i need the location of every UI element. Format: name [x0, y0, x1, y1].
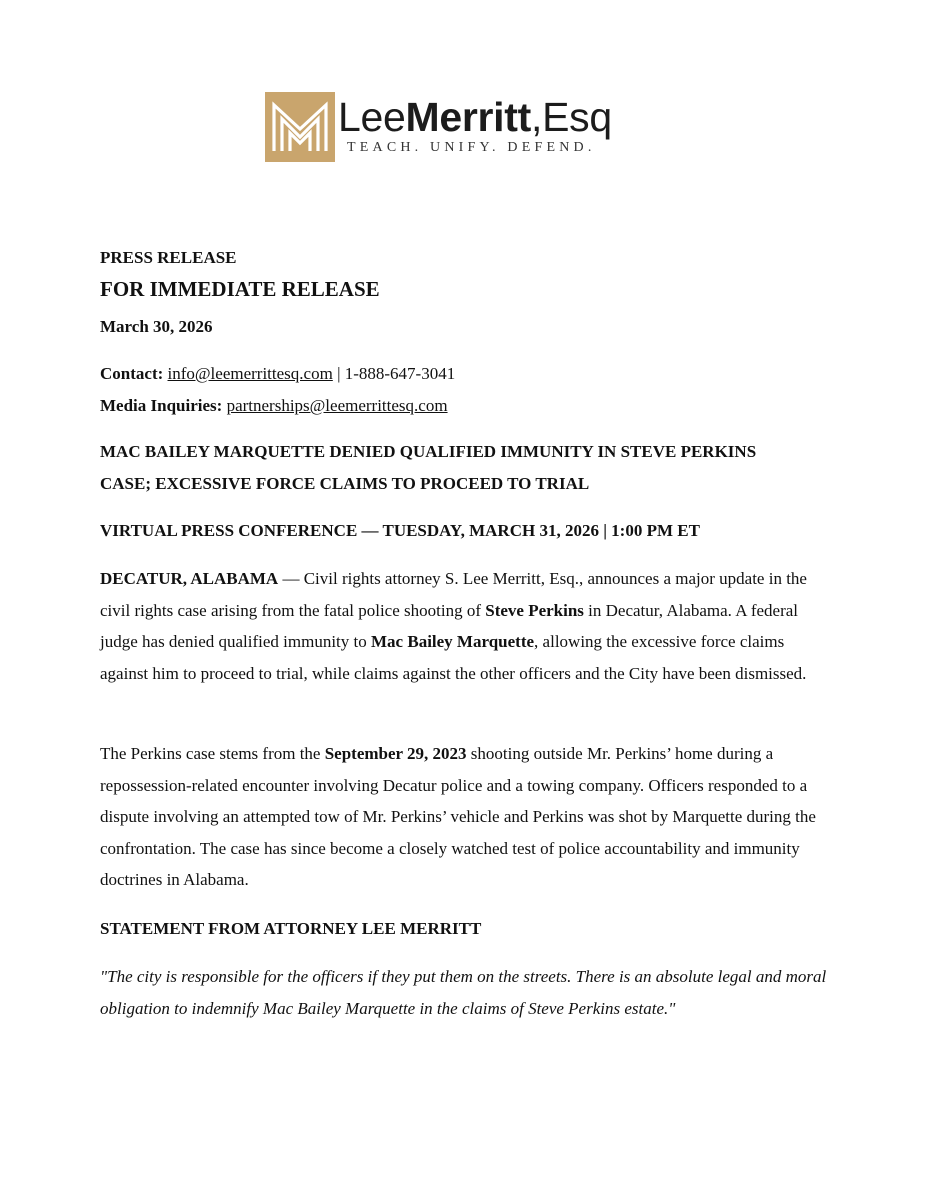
lee-merritt-logo [265, 92, 612, 162]
victim-name: Steve Perkins [485, 600, 584, 620]
contact-separator: | [332, 364, 345, 383]
attorney-quote: "The city is responsible for the officers if they put them on the streets. There is an absolute legal and moral obligation to indemnify Mac Bailey Marquette in the claims of Steve Perkins estate." [100, 967, 827, 1018]
intro-paragraph [100, 563, 835, 689]
logo-first-name: Lee [338, 94, 406, 140]
background-paragraph [100, 738, 835, 896]
logo-m-icon [265, 92, 335, 162]
logo-text [338, 92, 612, 162]
contact-email-link[interactable]: info@leemerrittesq.com [167, 364, 333, 383]
shooting-date: September 29, 2023 [324, 744, 467, 763]
headline-line-1: MAC BAILEY MARQUETTE DENIED QUALIFIED IMMUNITY IN STEVE PERKINS [100, 442, 757, 461]
intro-text-2: in Decatur, Alabama. A federal judge has denied qualified immunity to [100, 600, 799, 651]
logo-suffix: ,Esq [530, 94, 612, 140]
press-conference-line: VIRTUAL PRESS CONFERENCE — TUESDAY, MARCH 31, 2026 | 1:00 PM ET [100, 521, 700, 540]
contact-label: Contact: [100, 364, 164, 383]
officer-name: Mac Bailey Marquette [371, 632, 535, 651]
background-text-1: The Perkins case stems from the [100, 744, 325, 763]
media-inquiries-line [100, 390, 835, 422]
press-release-label: PRESS RELEASE [100, 248, 237, 267]
contact-line [100, 358, 835, 390]
intro-text-1: — Civil rights attorney S. Lee Merritt, Esq., announces a major update in the civil rights case arising from the fatal police shooting of [100, 569, 807, 620]
media-email-link[interactable]: partnerships@leemerrittesq.com [226, 396, 448, 415]
dateline: DECATUR, ALABAMA [100, 569, 279, 588]
statement-heading: STATEMENT FROM ATTORNEY LEE MERRITT [100, 919, 482, 938]
headline [100, 436, 835, 499]
contact-phone: 1-888-647-3041 [344, 364, 456, 383]
background-text-2: shooting outside Mr. Perkins’ home during a repossession-related encounter involving Decatur police and a towing company. Officers responded to a dispute involving an attempted tow of Mr. Perkins’ vehicle and Perkins was shot by Marquette during the confrontation. The case has since become a closely watched test of police accountability and immunity doctrines in Alabama. [100, 744, 816, 889]
media-label: Media Inquiries: [100, 396, 223, 415]
immediate-release-label: FOR IMMEDIATE RELEASE [100, 277, 380, 301]
logo-tagline: TEACH. UNIFY. DEFEND. [347, 140, 596, 155]
logo-last-name: Merritt [405, 94, 531, 140]
logo-wordmark [338, 95, 612, 139]
headline-line-2: CASE; EXCESSIVE FORCE CLAIMS TO PROCEED TO TRIAL [100, 473, 590, 493]
intro-text-3: , allowing the excessive force claims against him to proceed to trial, while claims against the other officers and the City have been dismissed. [100, 632, 807, 683]
release-date: March 30, 2026 [100, 317, 213, 336]
